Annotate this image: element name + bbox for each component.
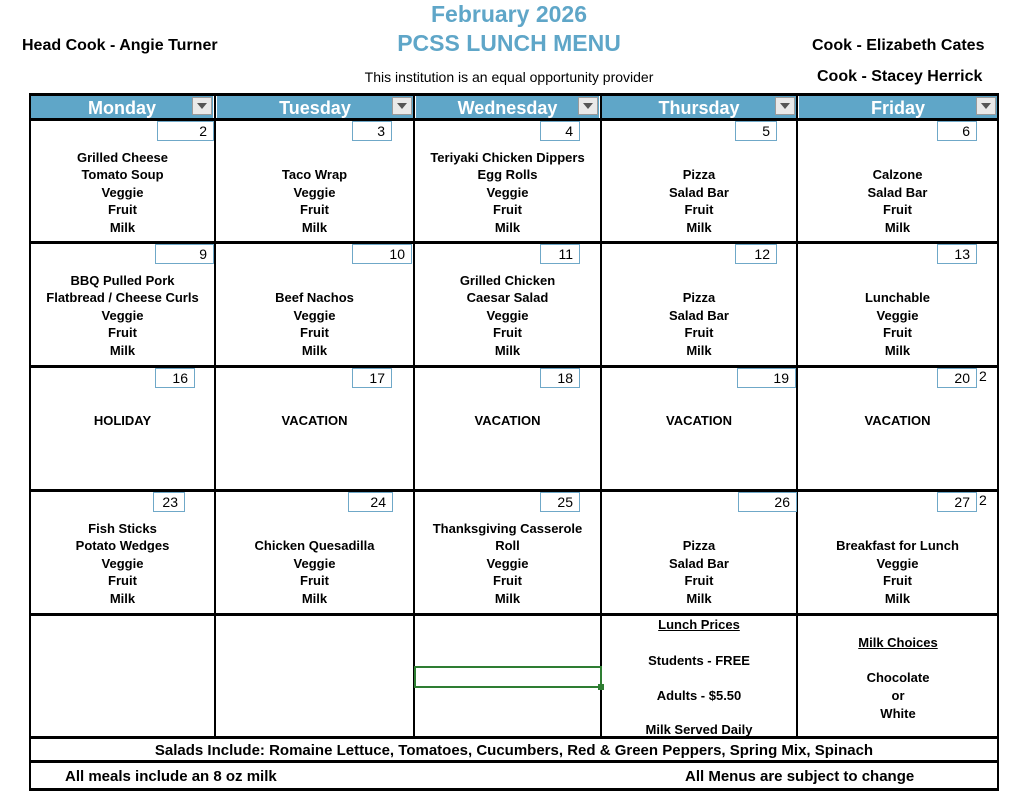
menu-item: Thanksgiving Casserole xyxy=(432,520,583,536)
menu-items xyxy=(798,537,997,607)
grid-border xyxy=(997,93,999,791)
header-tuesday[interactable] xyxy=(217,95,413,119)
menu-item: Milk xyxy=(494,590,521,606)
grid-border xyxy=(29,93,999,96)
selected-cell[interactable] xyxy=(414,666,602,688)
grid-border xyxy=(29,760,999,763)
menu-item: Grilled Cheese xyxy=(76,149,169,165)
day-cell[interactable] xyxy=(415,368,600,488)
milk-option-white: White xyxy=(880,706,916,721)
day-cell[interactable] xyxy=(415,121,600,241)
milk-option-chocolate: Chocolate xyxy=(866,670,930,685)
day-label: Tuesday xyxy=(279,98,351,118)
day-cell[interactable] xyxy=(216,368,413,488)
menu-items xyxy=(415,149,600,237)
menu-item: Pizza xyxy=(682,538,716,553)
menu-item: Fruit xyxy=(493,573,522,588)
date-number: 18 xyxy=(540,368,580,388)
head-cook: Head Cook - Angie Turner xyxy=(22,37,218,54)
menu-item: Beef Nachos xyxy=(275,290,354,305)
date-number: 24 xyxy=(348,492,393,512)
date-number: 26 xyxy=(738,492,797,512)
menu-items xyxy=(216,289,413,359)
menu-item: Veggie xyxy=(101,184,144,200)
menu-item: Milk xyxy=(884,342,911,358)
day-cell[interactable] xyxy=(798,368,997,488)
menu-item: Fruit xyxy=(493,202,522,217)
menu-item: Fruit xyxy=(108,573,137,588)
milk-choices-cell xyxy=(799,616,997,736)
day-cell[interactable] xyxy=(602,492,796,612)
day-cell[interactable] xyxy=(415,492,600,612)
menu-item: Grilled Chicken xyxy=(459,272,556,288)
menu-item: Milk xyxy=(301,219,328,235)
menu-item: Fruit xyxy=(300,325,329,340)
day-cell[interactable] xyxy=(31,121,214,241)
milk-served-note: Milk Served Daily xyxy=(645,722,753,737)
menu-items xyxy=(798,412,997,430)
date-number: 11 xyxy=(540,244,580,264)
menu-item: BBQ Pulled Pork xyxy=(70,272,175,288)
adult-price: Adults - $5.50 xyxy=(656,688,742,703)
menu-items xyxy=(31,149,214,237)
menu-item: Lunchable xyxy=(864,290,930,305)
date-number: 10 xyxy=(352,244,412,264)
milk-included-note: All meals include an 8 oz milk xyxy=(65,768,277,785)
date-number: 16 xyxy=(155,368,195,388)
menu-item: Milk xyxy=(109,342,136,358)
menu-items xyxy=(415,272,600,360)
menu-item: Veggie xyxy=(486,307,529,323)
grid-border xyxy=(29,736,999,739)
day-label: Monday xyxy=(87,98,156,118)
menu-item: Milk xyxy=(884,219,911,235)
day-cell[interactable] xyxy=(798,244,997,364)
menu-items xyxy=(216,166,413,236)
menu-items xyxy=(602,289,796,359)
day-cell[interactable] xyxy=(798,121,997,241)
menu-item: VACATION xyxy=(666,413,732,428)
day-cell[interactable] xyxy=(602,368,796,488)
day-cell[interactable] xyxy=(415,244,600,364)
menu-items xyxy=(602,537,796,607)
day-cell[interactable] xyxy=(216,121,413,241)
salads-note: Salads Include: Romaine Lettuce, Tomatoes, Cucumbers, Red & Green Peppers, Spring Mix, Spinach xyxy=(154,742,874,759)
cook-stacey: Cook - Stacey Herrick xyxy=(817,68,983,85)
lunch-prices-cell xyxy=(602,616,796,736)
menu-items xyxy=(31,272,214,360)
menu-item: Taco Wrap xyxy=(281,167,348,182)
day-cell[interactable] xyxy=(31,492,214,612)
menu-item: Salad Bar xyxy=(669,307,729,323)
menu-item: Veggie xyxy=(486,184,529,200)
menu-item: Veggie xyxy=(293,307,336,323)
date-number: 20 xyxy=(937,368,977,388)
date-number: 3 xyxy=(352,121,392,141)
menu-item: Potato Wedges xyxy=(75,538,170,553)
date-number: 25 xyxy=(540,492,580,512)
menu-item: HOLIDAY xyxy=(93,413,152,428)
menu-item: Milk xyxy=(686,590,712,606)
day-cell[interactable] xyxy=(602,244,796,364)
day-cell[interactable] xyxy=(31,368,214,488)
date-number: 5 xyxy=(735,121,777,141)
menu-item: Roll xyxy=(495,538,520,553)
milk-choices-heading: Milk Choices xyxy=(858,635,938,650)
date-number: 17 xyxy=(352,368,392,388)
menu-item: Milk xyxy=(884,590,911,606)
menu-item: Fruit xyxy=(493,325,522,340)
menu-item: Veggie xyxy=(293,555,336,571)
header-thursday[interactable] xyxy=(602,95,796,119)
menu-item: Fruit xyxy=(108,202,137,217)
menu-item: Veggie xyxy=(876,555,919,571)
menu-item: Milk xyxy=(301,590,328,606)
menu-item: Fruit xyxy=(883,573,912,588)
header-wednesday[interactable] xyxy=(416,95,599,119)
date-number: 13 xyxy=(937,244,977,264)
menu-item: Fruit xyxy=(684,202,714,217)
menu-item: Tomato Soup xyxy=(81,167,164,182)
menu-items xyxy=(602,166,796,236)
date-number: 6 xyxy=(937,121,977,141)
date-number: 4 xyxy=(540,121,580,141)
menu-item: Flatbread / Cheese Curls xyxy=(46,290,199,305)
menu-item: Fruit xyxy=(883,202,912,217)
menu-item: Veggie xyxy=(876,307,919,323)
menu-item: Fruit xyxy=(108,325,137,340)
overflow-text: 2 xyxy=(979,492,987,508)
day-cell[interactable] xyxy=(798,492,997,612)
menu-item: VACATION xyxy=(281,413,348,428)
menu-item: Milk xyxy=(301,342,328,358)
filter-dropdown-icon[interactable] xyxy=(578,97,598,115)
filter-dropdown-icon[interactable] xyxy=(192,97,212,115)
date-number: 9 xyxy=(155,244,214,264)
day-label: Friday xyxy=(870,98,926,118)
menu-title: PCSS LUNCH MENU xyxy=(397,30,621,56)
menu-items xyxy=(31,412,214,430)
date-number: 19 xyxy=(737,368,796,388)
menu-item: Veggie xyxy=(293,184,336,200)
filter-dropdown-icon[interactable] xyxy=(392,97,412,115)
menu-item: Milk xyxy=(109,590,136,606)
menu-items xyxy=(602,412,796,430)
month-title: February 2026 xyxy=(431,1,587,27)
menu-items xyxy=(216,412,413,430)
filter-dropdown-icon[interactable] xyxy=(976,97,996,115)
fill-handle[interactable] xyxy=(598,684,604,690)
menu-item: Chicken Quesadilla xyxy=(254,538,375,553)
day-cell[interactable] xyxy=(31,244,214,364)
menu-item: Salad Bar xyxy=(669,184,729,200)
menu-item: Milk xyxy=(686,219,712,235)
equal-opportunity-note: This institution is an equal opportunity provider xyxy=(364,69,654,85)
milk-option-or: or xyxy=(891,688,905,703)
menu-item: Teriyaki Chicken Dippers xyxy=(430,149,585,165)
day-cell[interactable] xyxy=(602,121,796,241)
menu-items xyxy=(216,537,413,607)
overflow-text: 2 xyxy=(979,368,987,384)
menu-item: Pizza xyxy=(682,290,716,305)
day-label: Thursday xyxy=(658,98,740,118)
menu-item: Fruit xyxy=(300,202,329,217)
menu-item: Veggie xyxy=(486,555,529,571)
menu-item: Fruit xyxy=(300,573,329,588)
menu-item: VACATION xyxy=(864,413,931,428)
menu-items xyxy=(798,166,997,236)
menu-item: VACATION xyxy=(474,413,541,428)
grid-border xyxy=(29,788,999,791)
menu-calendar xyxy=(29,93,999,791)
menu-item: Fruit xyxy=(684,573,714,588)
header-monday[interactable] xyxy=(31,95,213,119)
date-number: 2 xyxy=(157,121,214,141)
filter-dropdown-icon[interactable] xyxy=(775,97,795,115)
date-number: 12 xyxy=(735,244,777,264)
menu-items xyxy=(415,412,600,430)
menu-item: Milk xyxy=(494,219,521,235)
student-price: Students - FREE xyxy=(648,653,750,668)
menu-item: Fruit xyxy=(883,325,912,340)
menu-items xyxy=(415,520,600,608)
change-note: All Menus are subject to change xyxy=(685,768,915,785)
menu-item: Calzone xyxy=(872,167,923,182)
cook-elizabeth: Cook - Elizabeth Cates xyxy=(812,37,985,54)
lunch-prices-heading: Lunch Prices xyxy=(658,617,740,632)
menu-item: Salad Bar xyxy=(669,555,729,571)
menu-item: Milk xyxy=(494,342,521,358)
day-label: Wednesday xyxy=(457,98,558,118)
day-cell[interactable] xyxy=(216,244,413,364)
date-number: 23 xyxy=(153,492,185,512)
menu-item: Breakfast for Lunch xyxy=(836,538,959,553)
menu-item: Salad Bar xyxy=(867,184,928,200)
menu-item: Fish Sticks xyxy=(88,520,157,536)
menu-item: Milk xyxy=(109,219,136,235)
menu-item: Veggie xyxy=(101,307,144,323)
menu-item: Pizza xyxy=(682,167,716,182)
header-friday[interactable] xyxy=(799,95,997,119)
menu-item: Caesar Salad xyxy=(466,290,549,305)
menu-item: Milk xyxy=(686,342,712,358)
menu-item: Veggie xyxy=(101,555,144,571)
menu-item: Fruit xyxy=(684,325,714,340)
menu-items xyxy=(31,520,214,608)
menu-items xyxy=(798,289,997,359)
day-cell[interactable] xyxy=(216,492,413,612)
menu-item: Egg Rolls xyxy=(477,167,538,182)
date-number: 27 xyxy=(937,492,977,512)
